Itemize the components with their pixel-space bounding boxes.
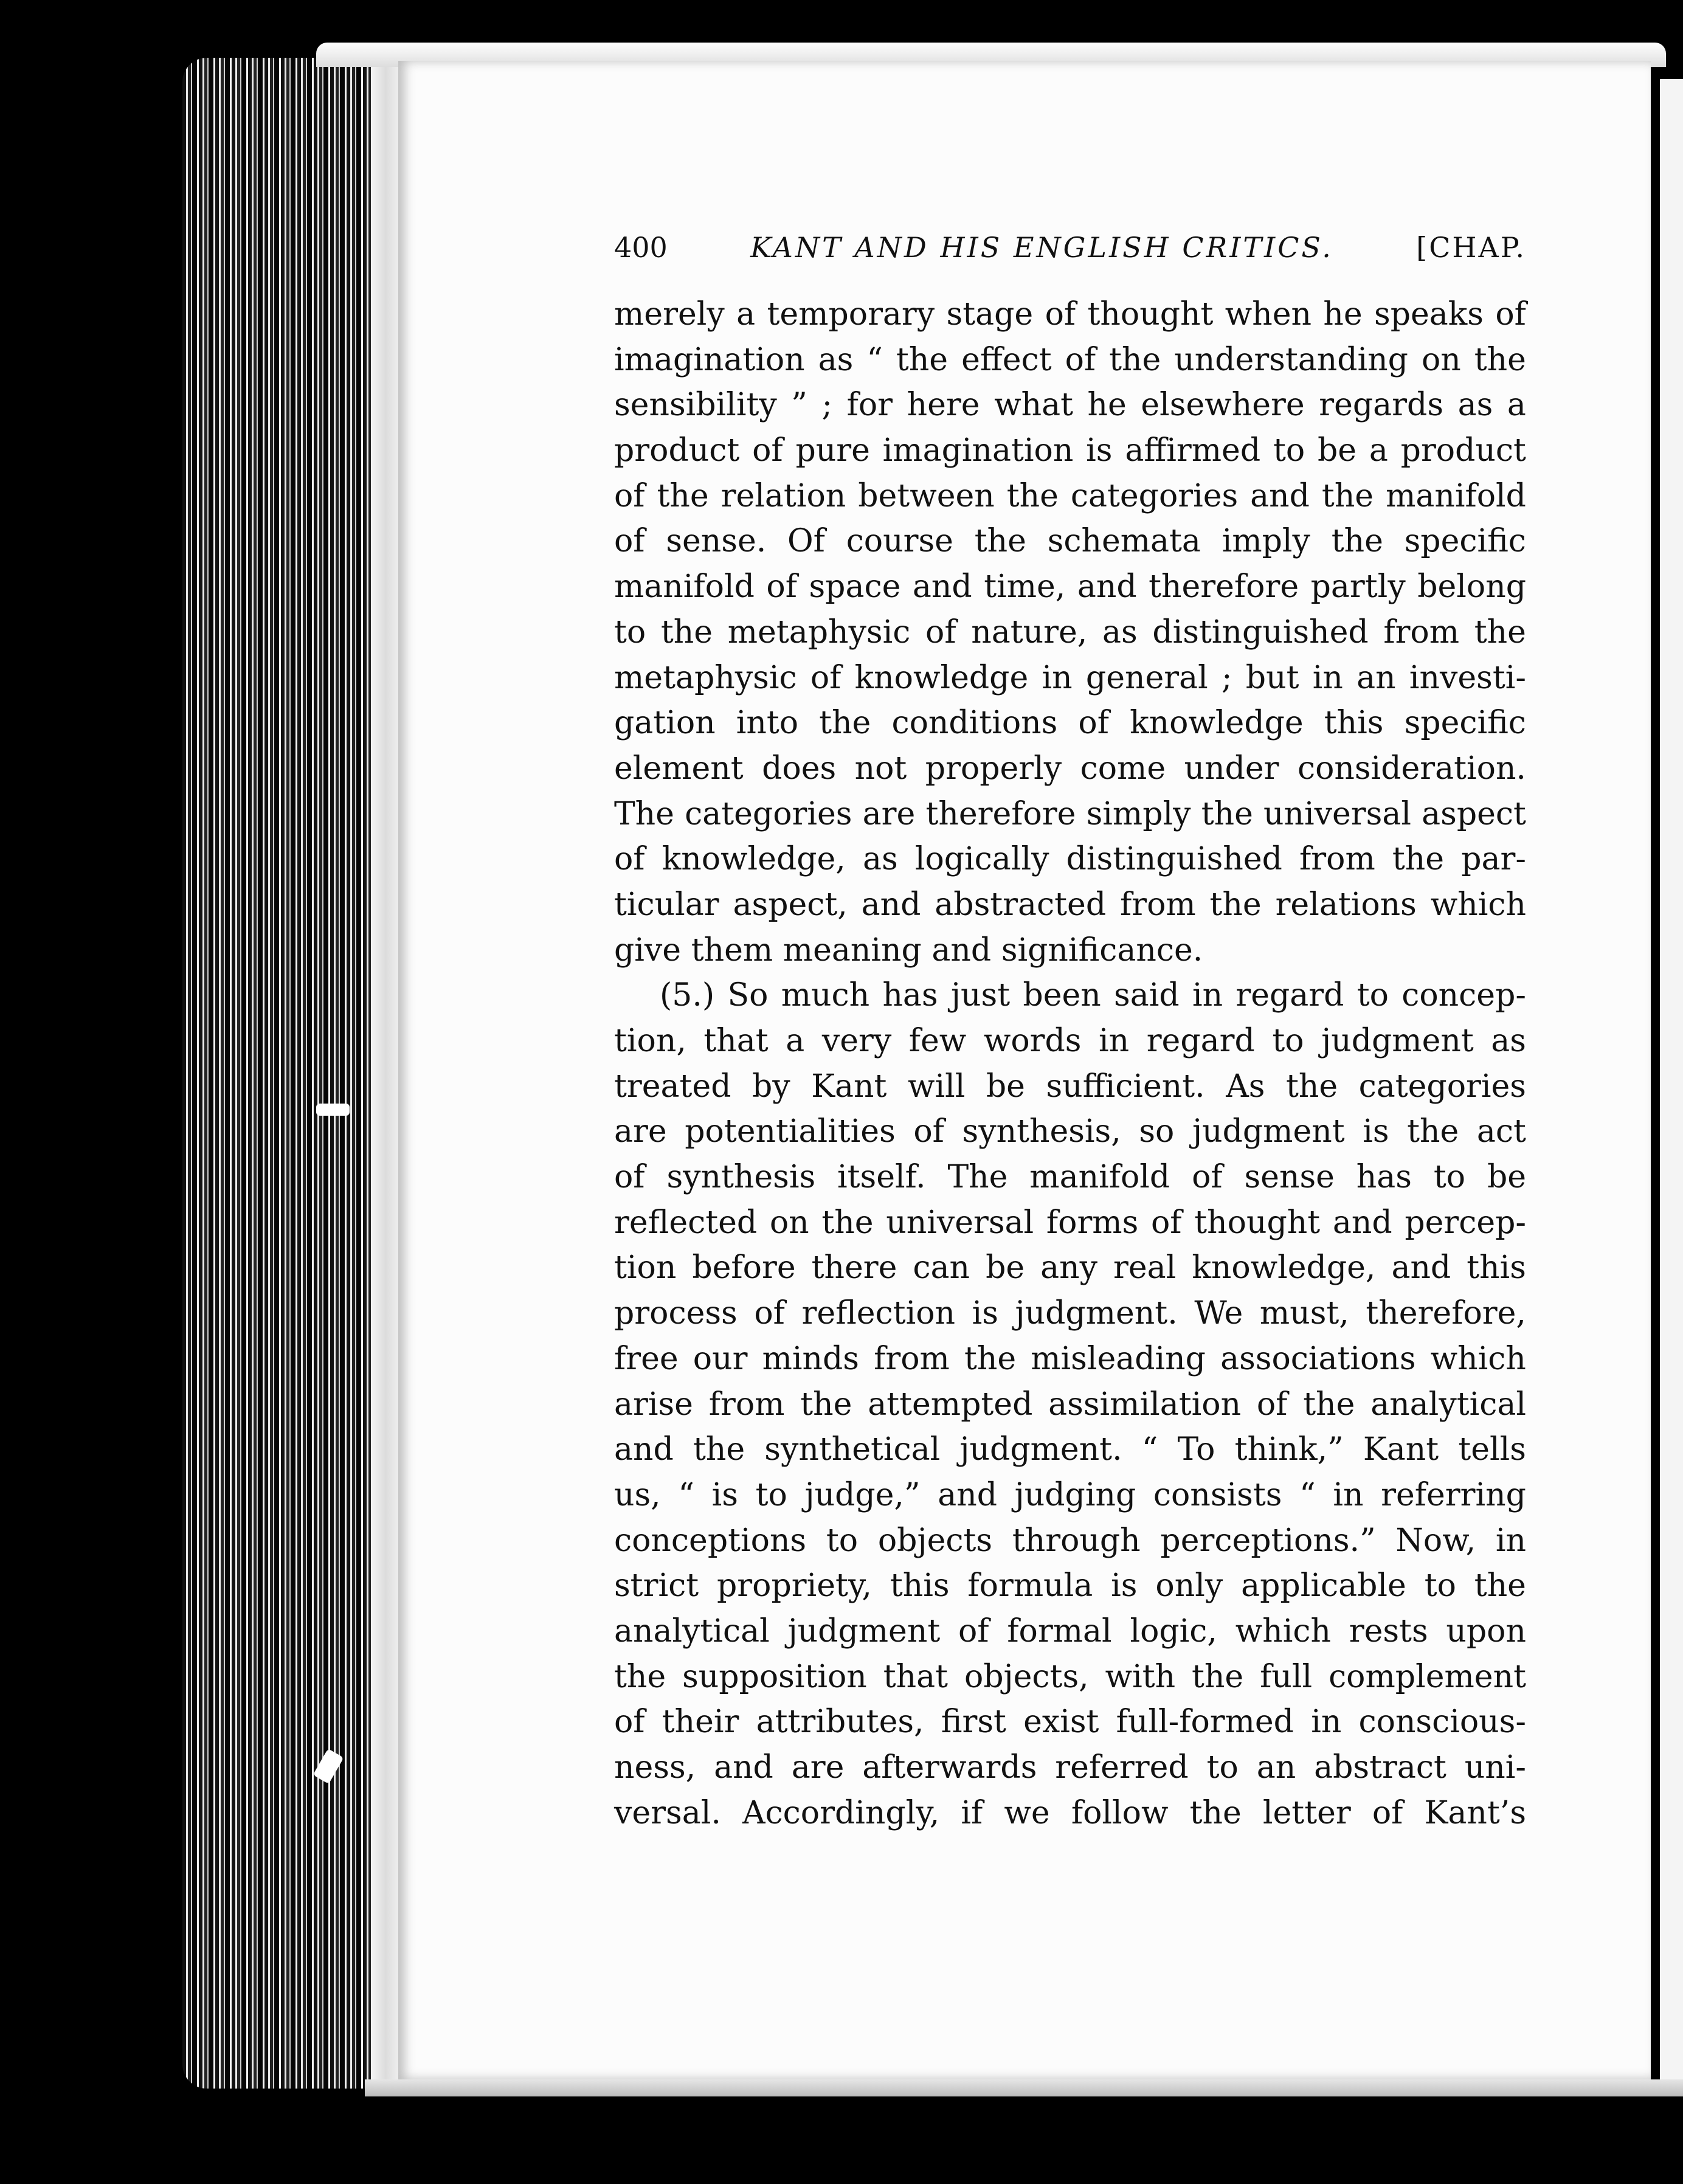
text-line: sensibility ” ; for here what he elsewhere regards as a — [614, 387, 1526, 424]
text-line: reflected on the universal forms of thought and percep- — [614, 1204, 1526, 1241]
page-number: 400 — [614, 231, 668, 264]
text-line: strict propriety, this formula is only applicable to the — [614, 1567, 1526, 1605]
chapter-marker: [CHAP. — [1416, 231, 1526, 264]
text-line: product of pure imagination is affirmed to be a product — [614, 432, 1526, 469]
text-line: gation into the conditions of knowledge this specific — [614, 705, 1526, 742]
running-head — [614, 231, 1526, 274]
text-line: analytical judgment of formal logic, which rests upon — [614, 1612, 1526, 1650]
text-line: give them meaning and significance. — [614, 931, 1203, 969]
text-line: us, “ is to judge,” and judging consists “ in referring — [614, 1476, 1526, 1513]
text-line: versal. Accordingly, if we follow the letter of Kant’s — [614, 1794, 1526, 1831]
text-block — [614, 231, 1526, 1836]
text-line: ness, and are afterwards referred to an abstract uni- — [614, 1749, 1526, 1786]
paragraph — [614, 292, 1526, 973]
page-clip-mark — [316, 1104, 350, 1116]
text-line: (5.) So much has just been said in regard to concep- — [660, 977, 1526, 1014]
running-title: KANT AND HIS ENGLISH CRITICS. — [750, 231, 1333, 264]
text-line: of synthesis itself. The manifold of sense has to be — [614, 1159, 1526, 1196]
text-line: imagination as “ the effect of the understanding on the — [614, 341, 1526, 378]
paragraph — [614, 973, 1526, 1836]
text-line: manifold of space and time, and therefore partly belong — [614, 568, 1526, 606]
text-line: tion, that a very few words in regard to judgment as — [614, 1023, 1526, 1059]
text-line: of the relation between the categories and the manifold — [614, 477, 1526, 514]
text-line: element does not properly come under consideration. — [614, 750, 1526, 787]
text-line: of their attributes, first exist full-formed in conscious- — [614, 1704, 1526, 1741]
text-line: of knowledge, as logically distinguished from the par- — [614, 841, 1526, 878]
text-line: ticular aspect, and abstracted from the relations which — [614, 886, 1526, 923]
text-line: are potentialities of synthesis, so judgment is the act — [614, 1113, 1526, 1150]
bottom-page-edge — [365, 2079, 1683, 2096]
text-line: the supposition that objects, with the full complement — [614, 1658, 1526, 1695]
text-line: free our minds from the misleading associations which — [614, 1340, 1526, 1377]
facing-page-edge — [1655, 79, 1683, 2086]
text-line: conceptions to objects through perceptions.” Now, in — [614, 1522, 1526, 1559]
text-line: merely a temporary stage of thought when he speaks of — [614, 296, 1526, 333]
text-line: The categories are therefore simply the universal aspect — [614, 795, 1526, 832]
text-line: tion before there can be any real knowledge, and this — [614, 1249, 1526, 1287]
body-text — [614, 292, 1526, 1836]
text-line: metaphysic of knowledge in general ; but in an investi- — [614, 659, 1526, 696]
text-line: arise from the attempted assimilation of the analytical — [614, 1386, 1526, 1423]
text-line: process of reflection is judgment. We must, therefore, — [614, 1295, 1526, 1332]
text-line: treated by Kant will be sufficient. As the categories — [614, 1068, 1526, 1105]
text-line: of sense. Of course the schemata imply the specific — [614, 523, 1526, 560]
text-line: and the synthetical judgment. “ To think,” Kant tells — [614, 1431, 1526, 1468]
text-line: to the metaphysic of nature, as distinguished from the — [614, 613, 1526, 651]
